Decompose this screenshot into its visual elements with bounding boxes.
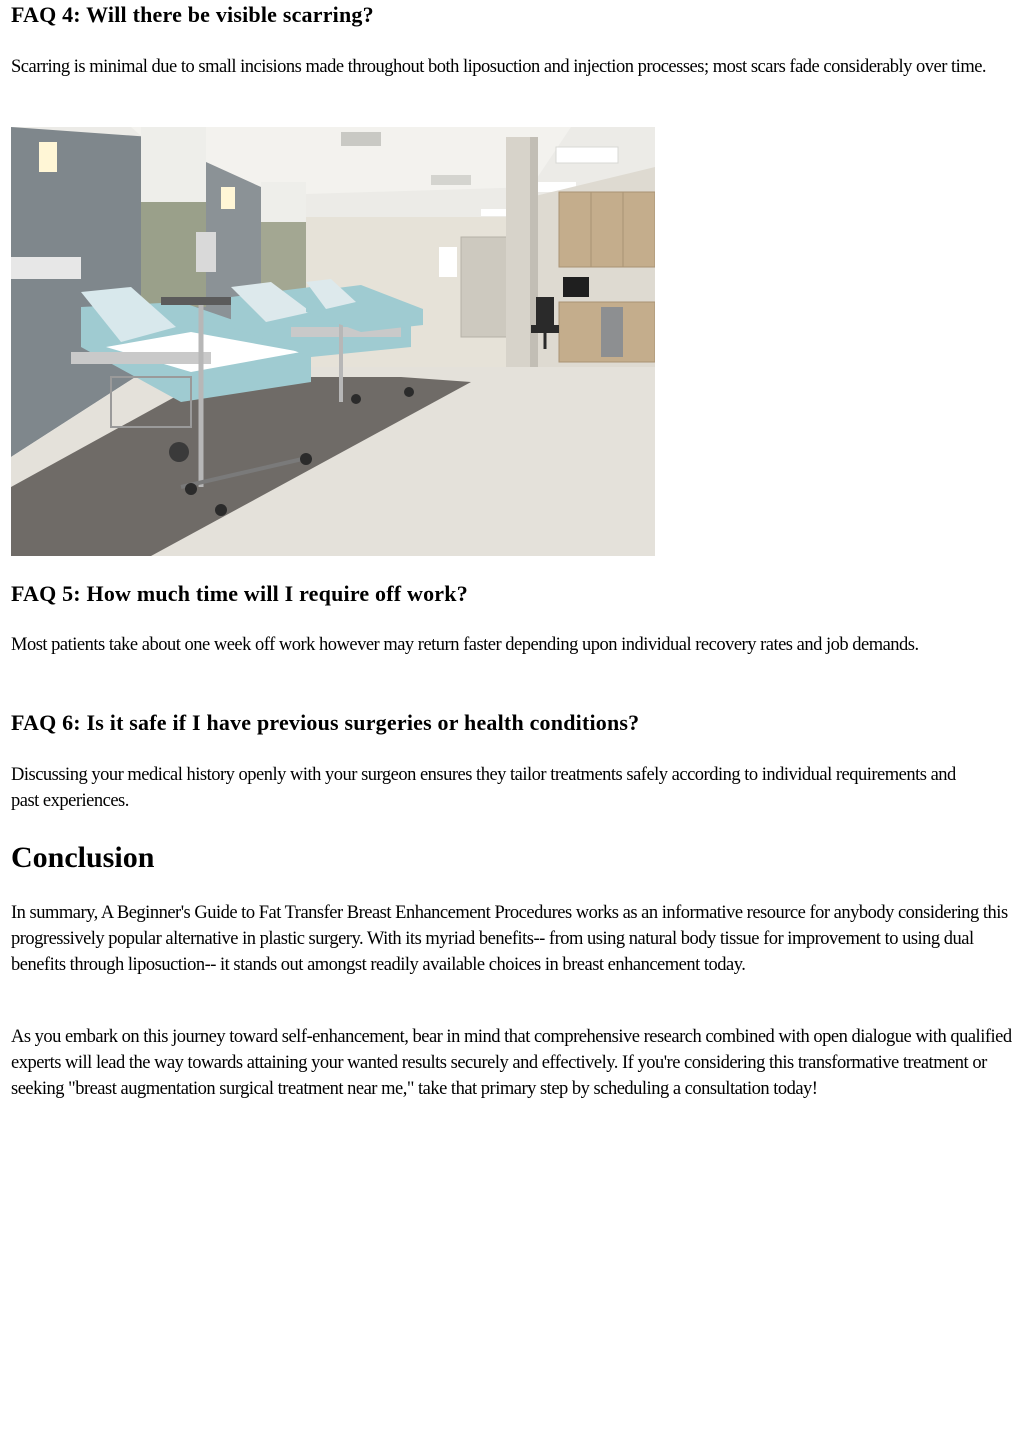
conclusion-paragraph-2: As you embark on this journey toward self-enhancement, bear in mind that comprehensive research combined with open dialogue with qualified experts will lead the way towards attaining your wanted results securely and effectively. If you're considering this transformative treatment or seeking "breast augmentation surgical treatment near me," take that primary step by scheduling a consultation today! — [11, 1027, 1012, 1099]
conclusion-heading: Conclusion — [11, 841, 155, 874]
faq4-heading: FAQ 4: Will there be visible scarring? — [11, 2, 374, 27]
faq5-heading: FAQ 5: How much time will I require off work? — [11, 581, 468, 606]
faq6-heading: FAQ 6: Is it safe if I have previous surgeries or health conditions? — [11, 710, 640, 735]
conclusion-paragraph-1: In summary, A Beginner's Guide to Fat Transfer Breast Enhancement Procedures works as an informative resource for anybody considering this progressively popular alternative in plastic surgery. With its myriad benefits-- from using natural body tissue for improvement to using dual benefits through liposuction-- it stands out amongst readily available choices in breast enhancement today. — [11, 903, 1008, 975]
faq4-answer: Scarring is minimal due to small incisions made throughout both liposuction and injection processes; most scars fade considerably over time. — [11, 57, 987, 77]
recovery-room-photo — [11, 127, 655, 556]
faq5-answer: Most patients take about one week off work however may return faster depending upon individual recovery rates and job demands. — [11, 635, 919, 655]
faq6-answer: Discussing your medical history openly with your surgeon ensures they tailor treatments safely according to individual requirements and past experiences. — [11, 765, 956, 811]
